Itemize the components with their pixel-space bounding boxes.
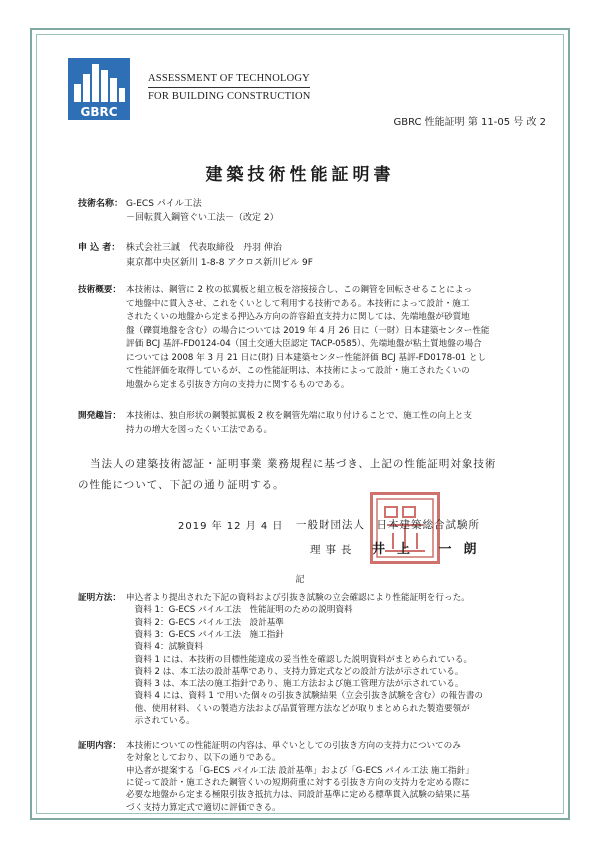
method-line: 資料 3：G-ECS パイル工法 施工指針 [126,629,284,640]
method-line: 資料 1：G-ECS パイル工法 性能証明のための説明資料 [126,605,353,616]
gbrc-logo [68,58,130,120]
method-line: 申込者より提出された下記の資料および引抜き試験の立会確認により性能証明を行った。 [126,593,470,603]
method-line: 他、使用材料、くいの製造方法および品質管理方法などが取りまとめられた製造要領が [126,703,470,714]
page-title: 建築技術性能証明書 [205,165,395,185]
issuing-organization: 一般財団法人 日本建築総合試験所 [296,519,480,531]
president-name: 井上 一朗 [372,542,489,557]
ki-heading: 記 [295,575,305,585]
overview-line: 地盤から定まる引抜き方向の支持力に関するものである。 [126,379,350,390]
content-line: 申込者が提案する「G-ECS パイル工法 設計基準」および「G-ECS パイル工法 施工指針」 [126,765,474,776]
logo-text: GBRC [80,105,118,119]
method-line: 資料 3 は、本工法の施工指針であり、施工方法および施工管理方法が示されている。 [126,679,464,690]
applicant-line2: 東京都中央区新川 1-8-8 アクロス新川ビル 9F [126,258,313,268]
content-line: 本技術についての性能証明の内容は、単ぐいとしての引抜き方向の支持力についてのみ [126,741,461,751]
overview-line: て性能評価を取得しているが、この性能証明は、本技術によって設計・施工されたくいの [126,366,470,376]
assessment-heading [148,72,311,104]
assessment-line1: ASSESSMENT OF TECHNOLOGY [148,72,310,88]
overview-line: 盤（礫質地盤を含む）の場合については 2019 年 4 月 26 日に（一財）日本建築センター性能 [126,325,490,336]
method-line: 資料 4：試験資料 [126,642,203,653]
overview-line: 本技術は、鋼管に 2 枚の拡翼板と組立板を溶接接合し、この鋼管を回転させることによっ [126,285,473,295]
content-line: を対象としており、以下の通りである。 [126,753,281,764]
content-line: 必要な地盤から定まる極限引抜き抵抗力は、同設計基準に定める標準貫入試験の結果に基 [126,790,470,801]
statement-line: の性能について、下記の通り証明する。 [78,479,285,491]
overview-label: 技術概要： [78,285,121,295]
certification-statement [78,454,523,496]
purpose-label: 開発趣旨： [78,411,121,421]
president-title: 理事長 [310,544,357,556]
cert-number: GBRC 性能証明 第 11-05 号 改 2 [393,117,546,128]
issue-date: 2019 年 12 月 4 日 [178,521,284,532]
purpose-line: 本技術は、独自形状の鋼製拡翼板 2 枚を鋼管先端に取り付けることで、施工性の向上と支 [126,411,472,421]
method-line: 示されている。 [126,716,195,726]
method-line: 資料 2 は、本工法の設計基準であり、支持力算定式などの設計方法が示されている。 [126,666,464,677]
technology-line1: G-ECS パイル工法 [126,199,202,209]
content-line: に従って設計・施工された鋼管くいの短期荷重に対する引抜き方向の支持力を定める際に [126,777,470,788]
purpose-line: 持力の増大を図ったくい工法である。 [126,424,273,435]
applicant-line1: 株式会社三誠 代表取締役 丹羽 伸治 [126,243,282,253]
overview-line: については 2008 年 3 月 21 日に(財) 日本建築センター性能評価 BCJ 基評-FD0178-01 とし [126,352,487,363]
method-line: 資料 4 には、資料 1 で用いた個々の引抜き試験結果（立会引抜き試験を含む）の報告書の [126,691,484,702]
content-line: づく支持力算定式で適切に評価できる。 [126,802,281,813]
assessment-line2: FOR BUILDING CONSTRUCTION [148,91,311,102]
method-line: 資料 1 には、本技術の目標性能達成の妥当性を確認した説明資料がまとめられている。 [126,654,473,665]
method-line: 資料 2：G-ECS パイル工法 設計基準 [126,617,284,628]
applicant-label: 申 込 者： [78,243,121,253]
overview-line: て地盤中に貫入させ、これをくいとして利用する技術である。本技術によって設計・施工 [126,298,470,309]
technology-line2: －回転貫入鋼管ぐい工法－（改定 2） [126,213,279,223]
overview-line: されたくいの地盤から定まる押込み方向の許容鉛直支持力に関しては、先端地盤が砂質地 [126,312,470,322]
technology-label: 技術名称： [78,199,124,209]
statement-line: 当法人の建築技術認証・証明事業 業務規程に基づき、上記の性能証明対象技術 [90,458,497,470]
method-label: 証明方法： [78,593,121,603]
content-label: 証明内容： [78,741,121,751]
overview-line: 評価 BCJ 基評-FD0124-04（国土交通大臣認定 TACP-0585）、先端地盤が粘土質地盤の場合 [126,339,482,349]
